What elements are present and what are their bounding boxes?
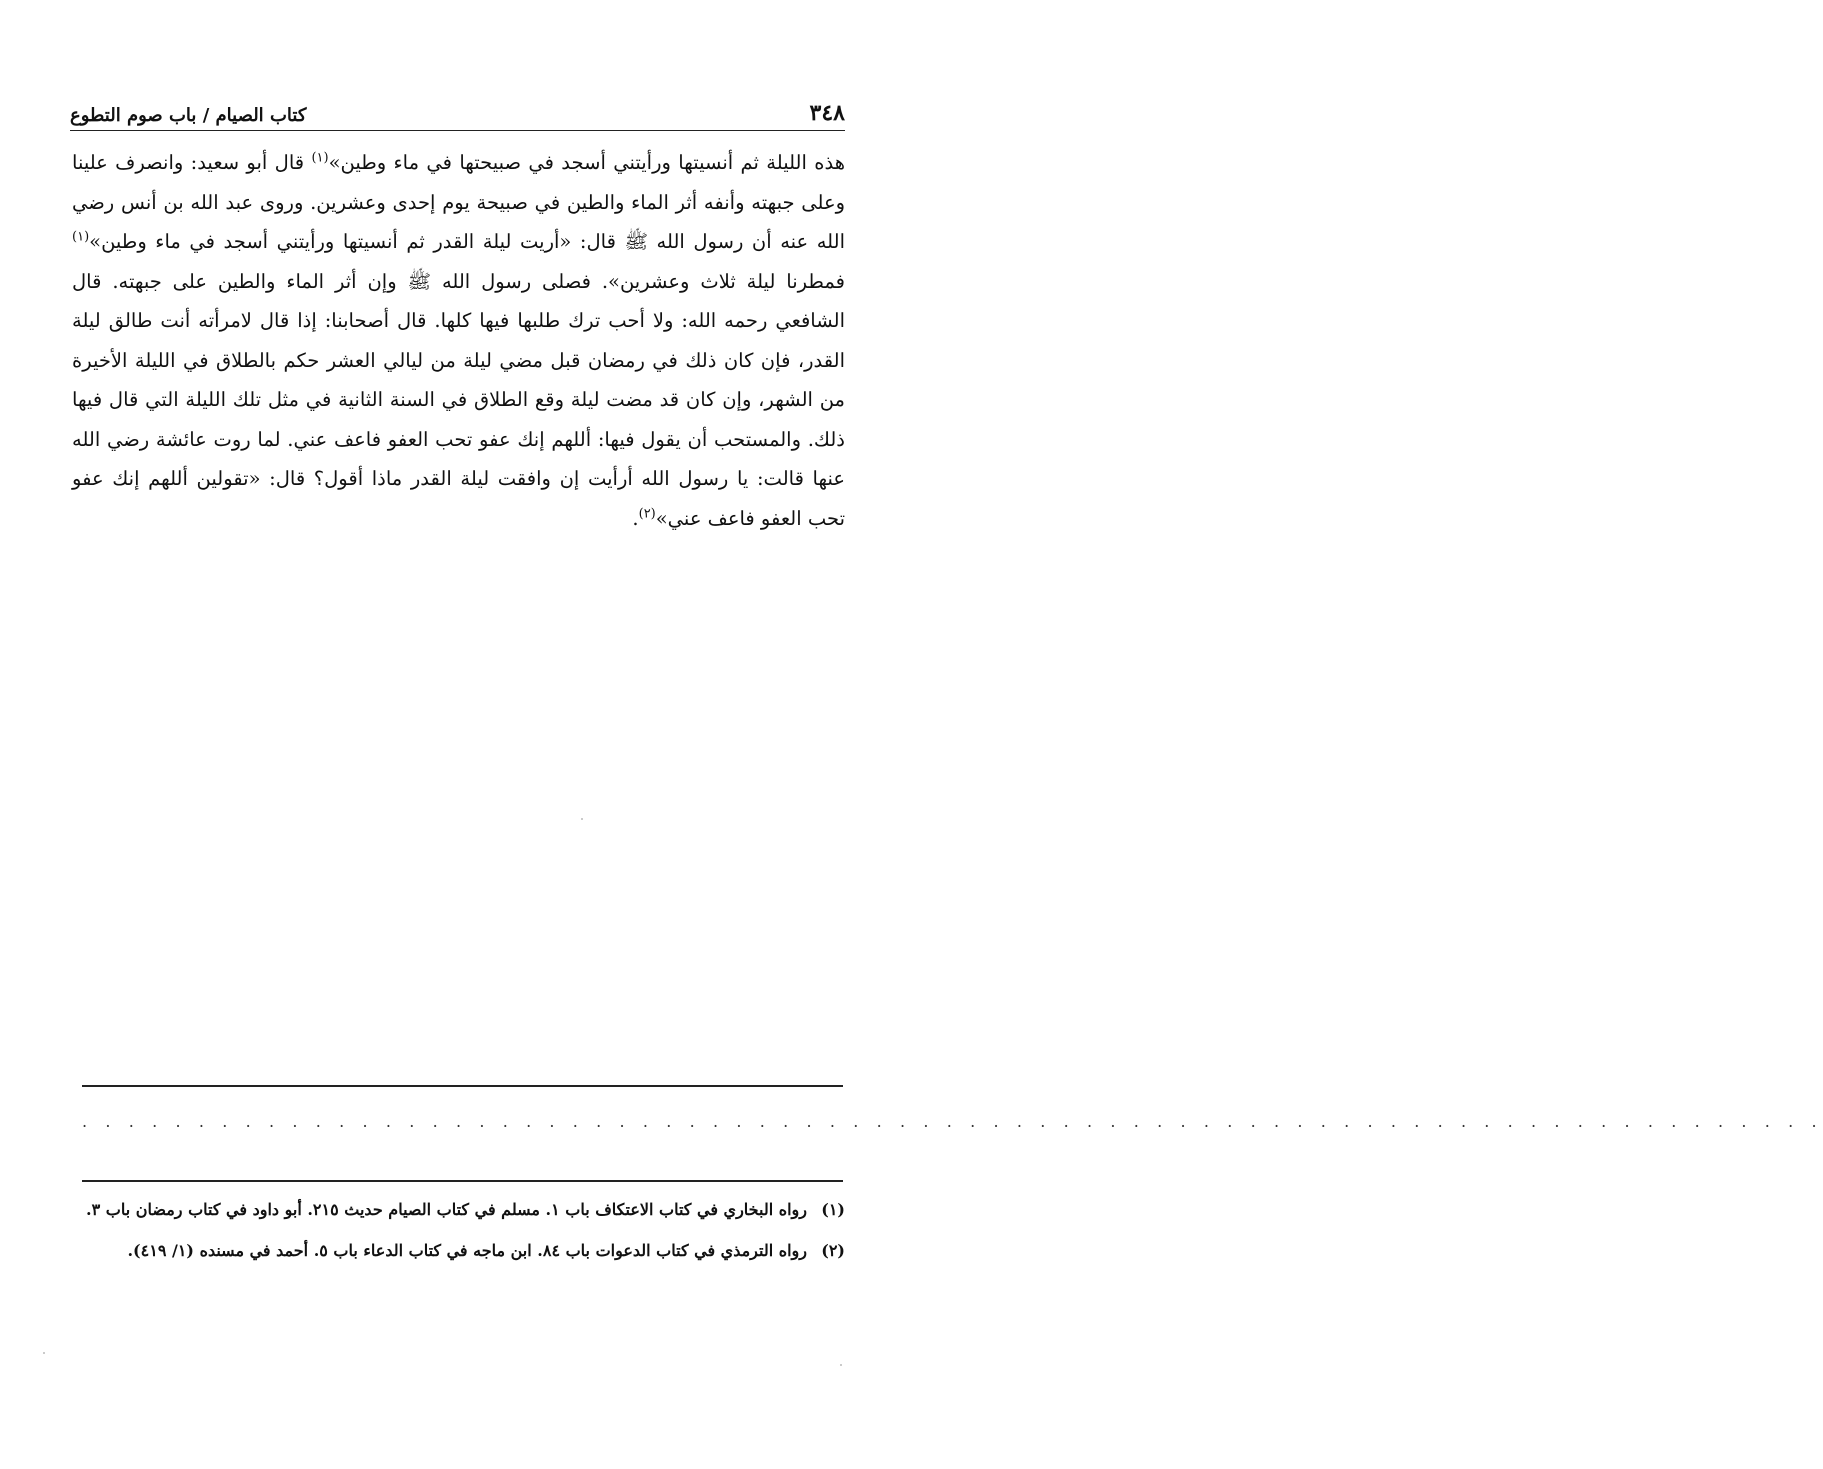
running-title: كتاب الصيام / باب صوم التطوع — [70, 105, 307, 126]
body-text-part-3: فمطرنا ليلة ثلاث وعشرين». فصلى رسول الله ﷺ وإن أثر الماء والطين على جبهته. قال الشافعي رحمه الله: ولا أحب ترك طلبها فيها كلها. قال أصحابنا: إذا قال لامرأته أنت طالق ليلة القدر، فإن كان ذلك في رمضان قبل مضي ليلة من ليالي العشر حكم بالطلاق في الليلة الأخيرة من الشهر، وإن كان قد مضت ليلة وقع الطلاق في السنة الثانية في مثل تلك الليلة التي قال فيها ذلك. والمستحب أن يقول فيها: أللهم إنك عفو تحب العفو فاعف عني. لما روت عائشة رضي الله عنها قالت: يا رسول الله أرأيت إن وافقت ليلة القدر ماذا أقول؟ قال: «تقولين أللهم إنك عفو تحب العفو فاعف عني» — [72, 269, 845, 530]
footnote-separator-top — [82, 1085, 843, 1087]
page-number: ٣٤٨ — [809, 100, 845, 126]
footnotes — [72, 1195, 845, 1277]
footnote-item — [72, 1195, 845, 1224]
footnote-separator-bottom — [82, 1180, 843, 1182]
footnote-text: رواه الترمذي في كتاب الدعوات باب ٨٤. ابن ماجه في كتاب الدعاء باب ٥. أحمد في مسنده (١/ ٤١٩). — [127, 1241, 807, 1260]
footnote-number: (٢) — [821, 1241, 845, 1260]
scan-speck — [581, 818, 583, 820]
main-text — [72, 143, 845, 538]
footnote-ref-2: (٢) — [638, 506, 656, 521]
scan-speck — [840, 1364, 842, 1366]
body-paragraph — [72, 143, 845, 538]
header-divider — [70, 130, 845, 131]
footnote-item — [72, 1236, 845, 1265]
footnote-separator-dots: . . . . . . . . . . . . . . . . . . . . . . . . . . . . . . . . . . . . . . . . . . . . . . . . . . . . . . . . . . . . . . . . . . . . . . . . . . . — [82, 1112, 1823, 1131]
footnote-ref-1b: (١) — [72, 229, 90, 245]
body-text-part-1: هذه الليلة ثم أنسيتها ورأيتني أسجد في صبيحتها في ماء وطين» — [328, 151, 845, 174]
body-text-part-2: قال أبو سعيد: وانصرف علينا وعلى جبهته وأنفه أثر الماء والطين في صبيحة يوم إحدى وعشرين. وروى عبد الله بن أنس رضي الله عنه أن رسول الله ﷺ قال: «أريت ليلة القدر ثم أنسيتها ورأيتني أسجد في ماء وطين» — [72, 151, 845, 253]
scan-speck — [43, 1352, 45, 1354]
body-text-part-4: . — [632, 506, 639, 530]
footnote-text: رواه البخاري في كتاب الاعتكاف باب ١. مسلم في كتاب الصيام حديث ٢١٥. أبو داود في كتاب رمضان باب ٣. — [86, 1200, 807, 1219]
footnote-number: (١) — [821, 1200, 845, 1219]
footnote-ref-1: (١) — [311, 150, 329, 166]
running-header — [70, 92, 845, 126]
